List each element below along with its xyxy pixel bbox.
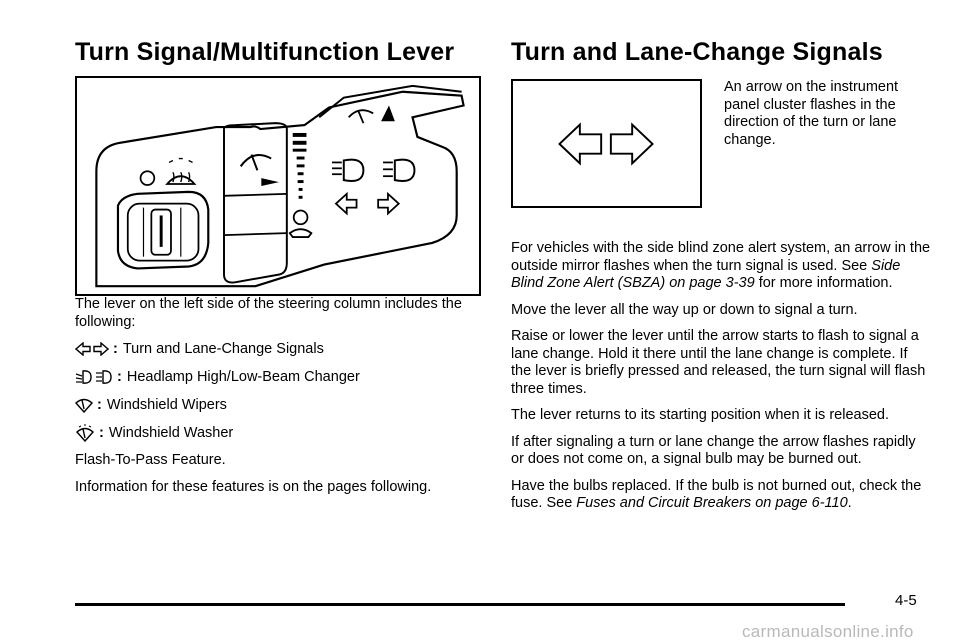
feature-colon: : <box>97 397 102 413</box>
feature-colon: : <box>117 369 122 385</box>
intro-paragraph: The lever on the left side of the steering column includes the following: <box>75 296 462 330</box>
fuse-text-a: Have the bulbs replaced. If the bulb is not burned out, check the fuse. See <box>511 477 922 511</box>
turn-arrows-drawing <box>513 81 700 206</box>
sbza-text-a: For vehicles with the side blind zone alert system, an arrow in the outside mirror flashes when the turn signal is used. See <box>511 240 931 274</box>
headlamp-beam-icon <box>75 369 113 385</box>
feature-washer <box>75 424 485 442</box>
page-number: 4-5 <box>895 592 917 609</box>
feature-turn-signals <box>75 340 485 358</box>
feature-colon: : <box>99 425 104 441</box>
bulb-burned-paragraph: If after signaling a turn or lane change the arrow flashes rapidly or does not come on, a signal bulb may be burned out. <box>511 433 916 467</box>
sbza-reference: Side Blind Zone Alert (SBZA) on page 3-39 <box>511 257 901 291</box>
lever-drawing <box>77 78 479 294</box>
left-body <box>75 296 485 505</box>
turn-signal-arrows-icon <box>75 342 109 356</box>
watermark: carmanualsonline.info <box>742 622 914 641</box>
section-title-turn-signals: Turn and Lane-Change Signals <box>511 38 883 66</box>
arrow-caption <box>724 79 914 158</box>
flash-to-pass-paragraph: Flash-To-Pass Feature. <box>75 452 226 468</box>
section-title-multifunction-lever: Turn Signal/Multifunction Lever <box>75 38 455 66</box>
right-body <box>511 240 931 522</box>
sbza-text-b: for more information. <box>754 275 893 291</box>
feature-label: Headlamp High/Low-Beam Changer <box>126 369 360 385</box>
move-lever-paragraph: Move the lever all the way up or down to signal a turn. <box>511 301 858 318</box>
fuse-text-b: . <box>847 495 852 511</box>
turn-arrow-illustration <box>511 79 702 208</box>
right-column <box>511 38 926 67</box>
feature-label: Windshield Wipers <box>106 397 227 413</box>
lane-change-paragraph: Raise or lower the lever until the arrow starts to flash to signal a lane change. Hold it there until the lane change is complete. If the lever is briefly pressed and released, the turn signal will flash three times. <box>511 328 926 397</box>
footer-rule <box>75 603 845 606</box>
feature-headlamp <box>75 368 485 386</box>
feature-label: Windshield Washer <box>108 425 234 441</box>
windshield-washer-icon <box>75 424 95 442</box>
feature-label: Turn and Lane-Change Signals <box>122 341 324 357</box>
feature-wipers <box>75 396 485 414</box>
lever-illustration <box>75 76 481 296</box>
windshield-wiper-icon <box>75 397 93 413</box>
fuse-paragraph <box>511 478 931 513</box>
left-column <box>75 38 485 67</box>
feature-colon: : <box>113 341 118 357</box>
fuse-reference: Fuses and Circuit Breakers on page 6-110 <box>576 495 848 511</box>
lever-returns-paragraph: The lever returns to its starting position when it is released. <box>511 407 889 423</box>
caption-text: An arrow on the instrument panel cluster flashes in the direction of the turn or lane change. <box>724 79 899 148</box>
info-paragraph: Information for these features is on the pages following. <box>75 478 432 495</box>
sbza-paragraph <box>511 240 931 293</box>
